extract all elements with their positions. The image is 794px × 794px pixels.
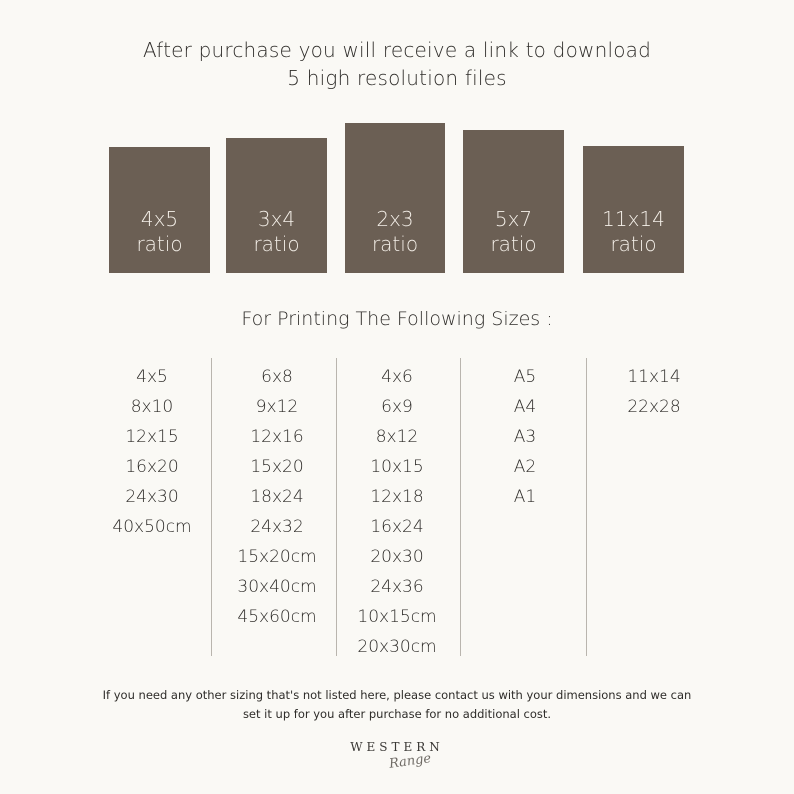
logo-wordmark: WESTERN — [350, 740, 444, 754]
size-item: 9x12 — [255, 397, 299, 417]
size-item: 15x20 — [250, 457, 304, 477]
column-divider — [211, 358, 212, 656]
size-item: 6x8 — [261, 367, 293, 387]
footer-line-1: If you need any other sizing that's not listed here, please contact us with your dimensions and we can — [102, 688, 692, 702]
size-item: 20x30cm — [357, 637, 437, 657]
ratio-box-2x3 — [345, 123, 445, 273]
size-column-3x4 — [218, 362, 336, 632]
logo-script: Range — [388, 751, 433, 772]
column-divider — [460, 358, 461, 656]
size-item: A2 — [513, 457, 537, 477]
brand-logo — [337, 740, 457, 780]
ratio-word: ratio — [610, 232, 657, 256]
footer-line-2: set it up for you after purchase for no additional cost. — [242, 707, 552, 721]
ratio-box-5x7 — [463, 130, 564, 273]
ratio-box-11x14 — [583, 146, 684, 273]
size-item: 10x15 — [370, 457, 424, 477]
size-item: 12x16 — [250, 427, 304, 447]
header-line-1: After purchase you will receive a link to download — [143, 38, 651, 62]
size-item: 16x20 — [125, 457, 179, 477]
size-item: 24x32 — [250, 517, 304, 537]
ratio-word: ratio — [371, 232, 419, 256]
size-item: 4x6 — [381, 367, 413, 387]
ratio-size: 3x4 — [257, 207, 296, 231]
ratio-box-3x4 — [226, 138, 327, 273]
size-item: 10x15cm — [357, 607, 437, 627]
size-column-iso — [466, 362, 584, 512]
header-line-2: 5 high resolution files — [287, 66, 507, 90]
size-item: 15x20cm — [237, 547, 317, 567]
size-column-4x5 — [93, 362, 211, 542]
ratio-size: 4x5 — [140, 207, 179, 231]
header-title — [0, 36, 794, 92]
ratio-box-4x5 — [109, 147, 210, 273]
column-divider — [336, 358, 337, 656]
size-item: 8x10 — [130, 397, 174, 417]
ratio-word: ratio — [253, 232, 300, 256]
ratio-size: 2x3 — [376, 207, 414, 231]
ratio-size: 5x7 — [494, 207, 533, 231]
ratio-word: ratio — [490, 232, 537, 256]
size-column-2x3 — [338, 362, 456, 662]
size-item: A1 — [513, 487, 537, 507]
size-item: 24x30 — [125, 487, 179, 507]
ratio-word: ratio — [136, 232, 183, 256]
size-item: 16x24 — [370, 517, 424, 537]
size-item: 8x12 — [375, 427, 419, 447]
size-item: 22x28 — [627, 397, 681, 417]
size-item: 12x18 — [370, 487, 424, 507]
size-item: A3 — [513, 427, 537, 447]
size-column-11x14 — [595, 362, 713, 422]
size-item: A4 — [513, 397, 537, 417]
size-item: 40x50cm — [112, 517, 192, 537]
size-item: 20x30 — [370, 547, 424, 567]
size-item: 30x40cm — [237, 577, 317, 597]
size-item: 4x5 — [136, 367, 168, 387]
size-item: 45x60cm — [237, 607, 317, 627]
footer-note — [60, 686, 734, 724]
size-item: 11x14 — [627, 367, 681, 387]
size-item: 18x24 — [250, 487, 304, 507]
column-divider — [586, 358, 587, 656]
size-item: 24x36 — [370, 577, 424, 597]
size-item: 12x15 — [125, 427, 179, 447]
size-item: 6x9 — [381, 397, 413, 417]
sizes-subheading: For Printing The Following Sizes : — [241, 308, 553, 330]
size-item: A5 — [513, 367, 537, 387]
ratio-size: 11x14 — [602, 207, 665, 231]
